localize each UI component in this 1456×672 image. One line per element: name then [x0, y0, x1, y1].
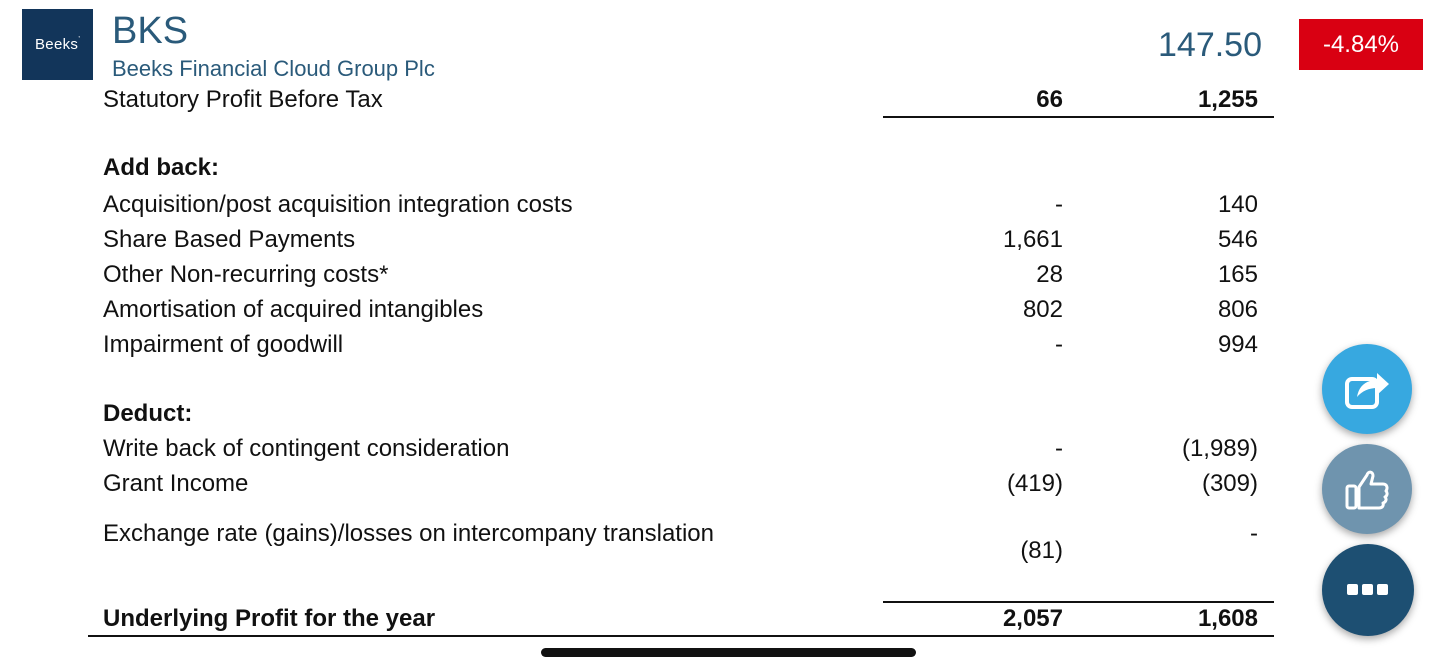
- row-value-col1: -: [1055, 435, 1063, 462]
- section-heading: Deduct:: [103, 400, 193, 427]
- row-value-col1: 28: [1036, 261, 1063, 288]
- section-heading: Add back:: [103, 154, 220, 181]
- row-value-col2: 1,608: [1197, 605, 1258, 632]
- table-row: [0, 435, 1456, 465]
- share-price: 147.50: [1158, 26, 1262, 64]
- row-value-col2: 546: [1217, 226, 1258, 253]
- table-row: [0, 296, 1456, 326]
- row-label: Underlying Profit for the year: [103, 605, 436, 632]
- row-value-col2: 140: [1217, 191, 1258, 218]
- row-value-col1: -: [1055, 191, 1063, 218]
- row-value-col1: -: [1055, 331, 1063, 358]
- row-value-col2: (1,989): [1181, 435, 1258, 462]
- row-label: Impairment of goodwill: [103, 331, 344, 358]
- table-row: [0, 331, 1456, 361]
- row-value-col2: 994: [1217, 331, 1258, 358]
- row-label: Grant Income: [103, 470, 249, 497]
- underlying-profit-row: [0, 605, 1456, 635]
- like-button[interactable]: [1322, 444, 1412, 534]
- row-value-col2: 1,255: [1197, 86, 1258, 113]
- home-indicator[interactable]: [541, 648, 916, 657]
- company-name: Beeks Financial Cloud Group Plc: [112, 56, 435, 81]
- row-label: Exchange rate (gains)/losses on intercompany translation: [103, 520, 714, 547]
- row-label: Amortisation of acquired intangibles: [103, 296, 484, 323]
- row-label: Other Non-recurring costs*: [103, 261, 389, 288]
- table-row: [0, 191, 1456, 221]
- add-back-heading-row: [0, 154, 1456, 184]
- total-top-rule: [883, 601, 1274, 603]
- table-row: [0, 470, 1456, 500]
- row-value-col2: 165: [1217, 261, 1258, 288]
- row-label: Statutory Profit Before Tax: [103, 86, 383, 113]
- row-value-col1: (419): [1006, 470, 1063, 497]
- row-value-col1: 802: [1022, 296, 1063, 323]
- row-label: Share Based Payments: [103, 226, 356, 253]
- table-row: [0, 226, 1456, 256]
- row-value-col1: 2,057: [1002, 605, 1063, 632]
- thumbs-up-icon: [1341, 463, 1393, 515]
- table-row: [0, 261, 1456, 291]
- statutory-profit-row: [0, 86, 1456, 116]
- row-label: Write back of contingent consideration: [103, 435, 510, 462]
- company-logo: Beeks ’: [22, 9, 93, 80]
- row-value-col2: (309): [1201, 470, 1258, 497]
- share-icon: [1341, 363, 1393, 415]
- row-value-col1: 66: [1036, 86, 1063, 113]
- share-button[interactable]: [1322, 344, 1412, 434]
- ticker-symbol: BKS: [112, 10, 189, 52]
- more-icon: [1342, 580, 1394, 600]
- row-value-col1: 1,661: [1002, 226, 1063, 253]
- logo-text: Beeks: [35, 36, 79, 53]
- row-label: Acquisition/post acquisition integration costs: [103, 191, 573, 218]
- price-change-badge: -4.84%: [1299, 19, 1423, 70]
- row-value-col2: -: [1250, 520, 1258, 547]
- table-row: [0, 520, 1456, 580]
- row-value-col2: 806: [1217, 296, 1258, 323]
- row-value-col1: (81): [1020, 537, 1063, 564]
- deduct-heading-row: [0, 400, 1456, 430]
- more-button[interactable]: [1322, 544, 1414, 636]
- subtotal-rule: [883, 116, 1274, 118]
- total-bottom-rule: [88, 635, 1274, 637]
